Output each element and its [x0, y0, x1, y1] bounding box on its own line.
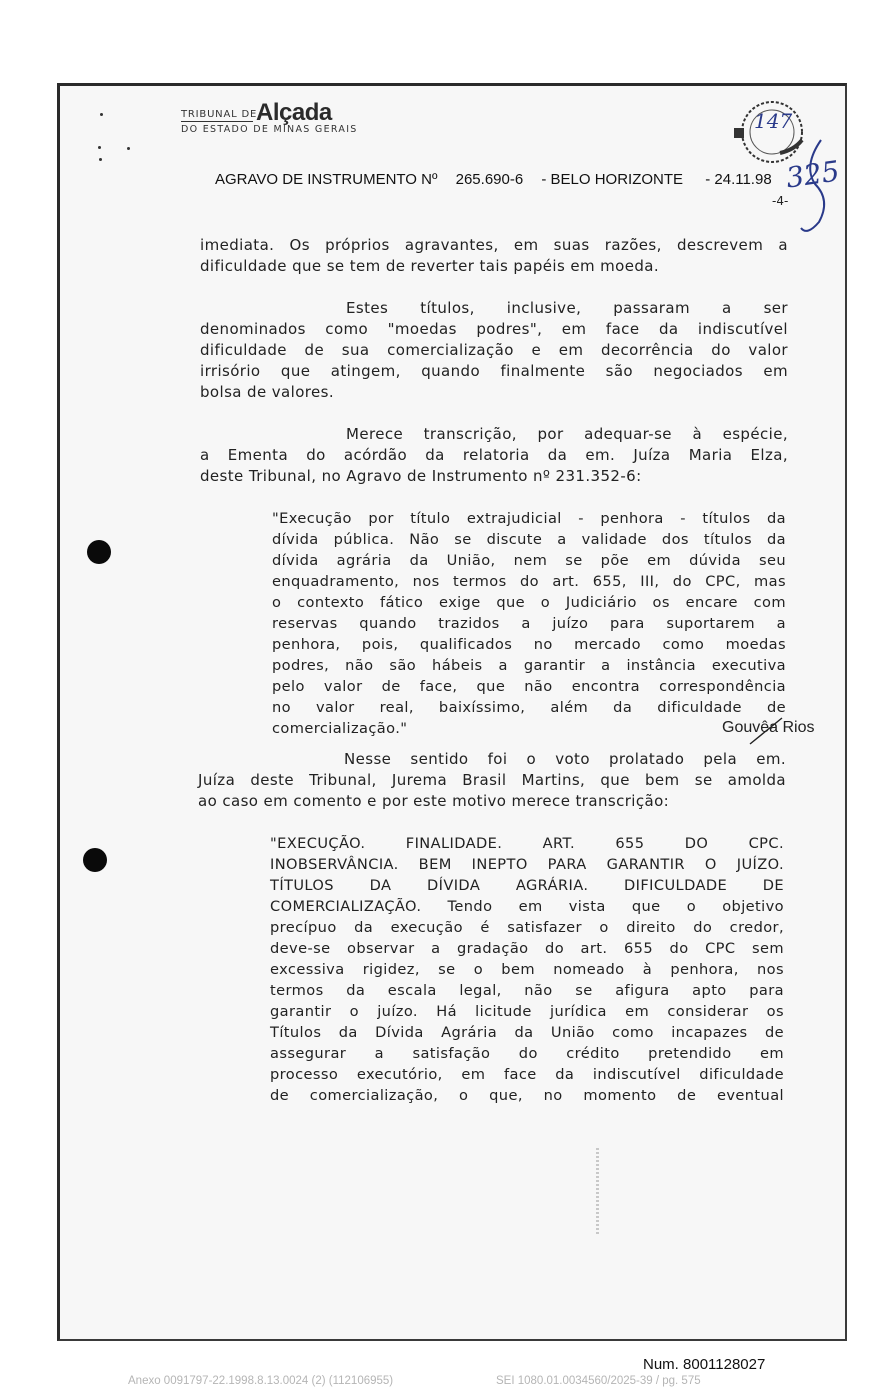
- text-line: a Ementa do acórdão da relatoria da em. Juíza Maria Elza,: [200, 446, 788, 464]
- quote-line: pelo valor de face, que não encontra correspondência: [272, 678, 786, 695]
- quote-line: precípuo da execução é satisfazer o direito do credor,: [270, 919, 784, 936]
- scan-artifact: [596, 1148, 599, 1236]
- paragraph-2: [200, 298, 788, 403]
- quote-line: "EXECUÇÃO. FINALIDADE. ART. 655 DO CPC.: [270, 835, 784, 852]
- text-line: denominados como "moedas podres", em face da indiscutível: [200, 320, 788, 338]
- margin-dot: [100, 113, 103, 116]
- quote-line: Títulos da Dívida Agrária da União como incapazes de: [270, 1024, 784, 1041]
- quote-line: penhora, pois, qualificados no mercado como moedas: [272, 636, 786, 653]
- text-line: dificuldade de sua comercialização e em decorrência do valor: [200, 341, 788, 359]
- quote-line: garantir o juízo. Há licitude jurídica em considerar os: [270, 1003, 784, 1020]
- punch-hole: [87, 540, 111, 564]
- paragraph-3: [200, 424, 788, 487]
- quote-line: dívida pública. Não se discute a validade dos títulos da: [272, 531, 786, 548]
- text-line: bolsa de valores.: [200, 383, 335, 401]
- quote-line: assegurar a satisfação do crédito pretendido em: [270, 1045, 784, 1062]
- paragraph-4: [198, 749, 786, 812]
- footer-sei: SEI 1080.01.0034560/2025-39 / pg. 575: [496, 1375, 701, 1387]
- text-line: Merece transcrição, por adequar-se à espécie,: [346, 425, 788, 443]
- footer-document-number: Num. 8001128027: [643, 1356, 766, 1373]
- quote-line: TÍTULOS DA DÍVIDA AGRÁRIA. DIFICULDADE DE: [270, 877, 784, 894]
- case-header: [215, 171, 772, 188]
- quote-line: deve-se observar a gradação do art. 655 do CPC sem: [270, 940, 784, 957]
- case-number: 265.690-6: [455, 171, 524, 188]
- text-line: ao caso em comento e por este motivo merece transcrição:: [198, 792, 670, 810]
- case-date: - 24.11.98: [705, 171, 772, 188]
- case-location: - BELO HORIZONTE: [541, 171, 684, 188]
- text-line: Nesse sentido foi o voto prolatado pela em.: [344, 750, 786, 768]
- quote-line: termos da escala legal, não se afigura apto para: [270, 982, 784, 999]
- logo-subtitle: DO ESTADO DE MINAS GERAIS: [181, 124, 358, 135]
- quote-line: COMERCIALIZAÇÃO. Tendo em vista que o objetivo: [270, 898, 784, 915]
- stamp-number: 147: [754, 109, 793, 133]
- text-line: Estes títulos, inclusive, passaram a ser: [346, 299, 788, 317]
- text-line: Juíza deste Tribunal, Jurema Brasil Martins, que bem se amolda: [198, 771, 786, 789]
- quote-line: reservas quando trazidos a juízo para suportarem a: [272, 615, 786, 632]
- quote-line: INOBSERVÂNCIA. BEM INEPTO PARA GARANTIR O JUÍZO.: [270, 856, 784, 873]
- quote-line: de comercialização, o que, no momento de eventual: [270, 1087, 784, 1104]
- text-line: dificuldade que se tem de reverter tais papéis em moeda.: [200, 257, 660, 275]
- quote-ementa-1: [272, 508, 786, 739]
- quote-line: no valor real, baixíssimo, além da dificuldade de: [272, 699, 786, 716]
- quote-line: podres, não são hábeis a garantir a instância executiva: [272, 657, 786, 674]
- footer-annex: Anexo 0091797-22.1998.8.13.0024 (2) (112106955): [128, 1375, 394, 1387]
- text-line: irrisório que atingem, quando finalmente são negociados em: [200, 362, 788, 380]
- margin-dot: [98, 146, 101, 149]
- quote-line: processo executório, em face da indiscutível dificuldade: [270, 1066, 784, 1083]
- handwritten-loop: [795, 136, 835, 240]
- case-title: AGRAVO DE INSTRUMENTO Nº: [215, 171, 438, 188]
- text-line: deste Tribunal, no Agravo de Instrumento nº 231.352-6:: [200, 467, 642, 485]
- page-number: -4-: [772, 194, 789, 208]
- quote-line: "Execução por título extrajudicial - penhora - títulos da: [272, 510, 786, 527]
- margin-dot: [99, 158, 102, 161]
- paragraph-1: [200, 235, 788, 277]
- quote-line: excessiva rigidez, se o bem nomeado à penhora, nos: [270, 961, 784, 978]
- text-line: imediata. Os próprios agravantes, em suas razões, descrevem a: [200, 236, 788, 254]
- quote-line: comercialização.": [272, 720, 408, 737]
- logo-top-underline: [181, 121, 253, 122]
- logo-wordmark: Alçada: [256, 99, 332, 126]
- logo-top-text: TRIBUNAL DE: [181, 109, 258, 120]
- handwritten-folio: 325: [783, 154, 842, 195]
- quote-line: dívida agrária da União, nem se põe em dúvida seu: [272, 552, 786, 569]
- quote-line: enquadramento, nos termos do art. 655, III, do CPC, mas: [272, 573, 786, 590]
- signature-stamp: Gouvêa Rios: [722, 719, 815, 736]
- margin-dot: [127, 147, 130, 150]
- signature-scribble: [746, 714, 786, 748]
- quote-ementa-2: [270, 833, 784, 1106]
- punch-hole: [83, 848, 107, 872]
- quote-line: o contexto fático exige que o Judiciário os encare com: [272, 594, 786, 611]
